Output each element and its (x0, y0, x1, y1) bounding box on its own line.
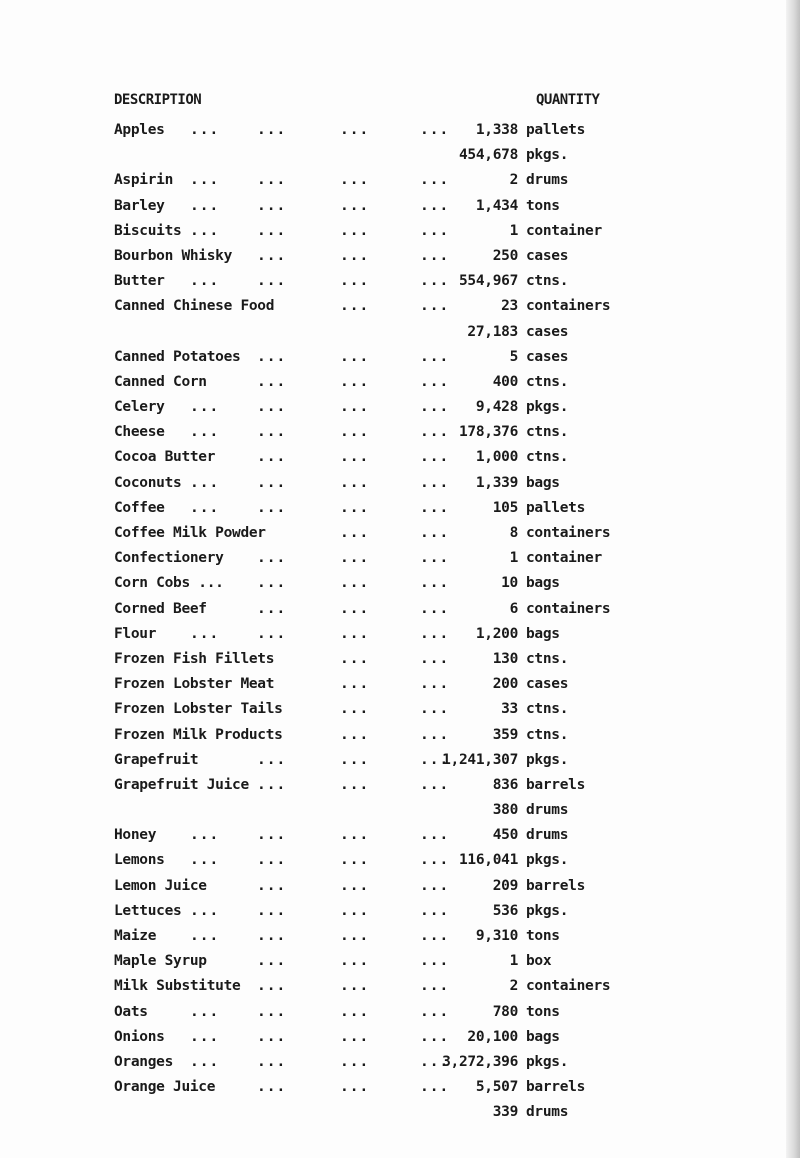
quantity-unit: ctns. (526, 273, 569, 290)
quantity-number: 780 (492, 1003, 518, 1020)
quantity-number: 339 (492, 1104, 518, 1121)
quantity-unit: tons (526, 928, 560, 944)
leader-dots: ... (340, 953, 370, 970)
quantity-unit: container (526, 550, 602, 567)
leader-dots: ... (257, 776, 287, 793)
leader-dots: ... (340, 424, 370, 441)
leader-dots: ... (257, 1028, 287, 1045)
table-row (0, 424, 800, 449)
quantity-unit: pkgs. (526, 852, 569, 869)
quantity-unit: drums (526, 172, 569, 189)
leader-dots: ... (420, 348, 450, 365)
quantity-unit: ctns. (526, 449, 569, 466)
table-row (0, 475, 800, 500)
leader-dots: ... (340, 852, 370, 869)
quantity-number: 1,338 (475, 122, 518, 138)
quantity-unit: ctns. (526, 424, 569, 441)
quantity-number: 1,241,307 (442, 751, 518, 768)
leader-dots: ... (340, 399, 370, 416)
table-row (0, 676, 800, 701)
item-description: Oats (114, 1003, 148, 1020)
item-description: Coffee (114, 499, 165, 516)
leader-dots: ... (340, 575, 370, 592)
leader-dots: ... (257, 550, 287, 567)
leader-dots: ... (257, 852, 287, 869)
quantity-number: 23 (501, 298, 518, 315)
leader-dots: ... (257, 197, 287, 214)
leader-dots: ... (190, 1053, 220, 1070)
table-row (0, 727, 800, 752)
quantity-unit: pkgs. (526, 1053, 569, 1070)
leader-dots: ... (190, 273, 220, 290)
leader-dots: ... (190, 1003, 220, 1020)
leader-dots: ... (420, 575, 450, 592)
quantity-unit: pkgs. (526, 751, 569, 768)
item-description: Honey (114, 827, 157, 844)
leader-dots: ... (257, 122, 287, 138)
quantity-unit: bags (526, 1028, 560, 1045)
quantity-unit: drums (526, 827, 569, 844)
leader-dots: ... (340, 625, 370, 642)
leader-dots: ... (190, 625, 220, 642)
leader-dots: ... (340, 247, 370, 264)
leader-dots: ... (420, 525, 450, 541)
table-row (0, 198, 800, 223)
leader-dots: ... (340, 650, 370, 667)
item-description: Grapefruit (114, 751, 199, 768)
table-row (0, 852, 800, 877)
description-column-header: DESCRIPTION (114, 92, 202, 108)
leader-dots: ... (340, 273, 370, 290)
leader-dots: ... (340, 827, 370, 844)
leader-dots: ... (190, 424, 220, 441)
leader-dots: ... (257, 172, 287, 189)
item-description: Orange Juice (114, 1079, 216, 1096)
leader-dots: ... (420, 399, 450, 416)
leader-dots: ... (190, 474, 220, 491)
leader-dots: ... (420, 197, 450, 214)
leader-dots: ... (257, 953, 287, 970)
leader-dots: ... (190, 222, 220, 239)
leader-dots: ... (257, 1003, 287, 1020)
quantity-unit: containers (526, 600, 611, 617)
quantity-unit: pkgs. (526, 399, 569, 416)
item-description: Flour (114, 625, 157, 642)
item-description: Cheese (114, 424, 165, 441)
table-row (0, 525, 800, 550)
commodity-list (0, 122, 800, 1130)
leader-dots: ... (190, 928, 220, 944)
leader-dots: ... (420, 676, 450, 693)
leader-dots: ... (340, 877, 370, 894)
item-description: Corn Cobs ... (114, 575, 224, 592)
leader-dots: ... (420, 600, 450, 617)
quantity-number: 178,376 (458, 424, 518, 441)
leader-dots: ... (257, 600, 287, 617)
item-description: Lemons (114, 852, 165, 869)
item-description: Coconuts (114, 474, 182, 491)
leader-dots: ... (420, 298, 450, 315)
item-description: Confectionery (114, 550, 224, 567)
quantity-number: 1 (509, 222, 518, 239)
table-row (0, 953, 800, 978)
item-description: Coffee Milk Powder (114, 525, 266, 541)
quantity-number: 2 (509, 172, 518, 189)
leader-dots: ... (340, 298, 370, 315)
leader-dots: ... (420, 625, 450, 642)
leader-dots: ... (340, 1003, 370, 1020)
item-description: Canned Corn (114, 373, 207, 390)
table-row (0, 802, 800, 827)
leader-dots: ... (257, 625, 287, 642)
quantity-number: 1 (509, 550, 518, 567)
quantity-unit: bags (526, 474, 560, 491)
table-row (0, 147, 800, 172)
quantity-unit: bags (526, 575, 560, 592)
quantity-unit: cases (526, 348, 569, 365)
leader-dots: ... (420, 1079, 450, 1096)
quantity-number: 1 (509, 953, 518, 970)
leader-dots: ... (190, 172, 220, 189)
quantity-column-header: QUANTITY (536, 92, 600, 108)
leader-dots: ... (257, 575, 287, 592)
leader-dots: ... (420, 1028, 450, 1045)
quantity-number: 33 (501, 701, 518, 718)
leader-dots: ... (340, 449, 370, 466)
leader-dots: ... (420, 222, 450, 239)
quantity-number: 554,967 (458, 273, 518, 290)
leader-dots: ... (257, 902, 287, 919)
item-description: Maize (114, 928, 157, 944)
leader-dots: ... (340, 776, 370, 793)
leader-dots: ... (257, 348, 287, 365)
quantity-unit: cases (526, 323, 569, 340)
leader-dots: ... (340, 373, 370, 390)
quantity-number: 130 (492, 650, 518, 667)
quantity-number: 5,507 (475, 1079, 518, 1096)
leader-dots: ... (190, 827, 220, 844)
leader-dots: ... (420, 751, 450, 768)
item-description: Cocoa Butter (114, 449, 216, 466)
quantity-unit: containers (526, 298, 611, 315)
quantity-number: 3,272,396 (442, 1053, 518, 1070)
table-row (0, 601, 800, 626)
leader-dots: ... (420, 776, 450, 793)
item-description: Maple Syrup (114, 953, 207, 970)
item-description: Frozen Lobster Meat (114, 676, 275, 693)
leader-dots: ... (340, 902, 370, 919)
quantity-unit: drums (526, 802, 569, 819)
table-row (0, 1104, 800, 1129)
table-row (0, 626, 800, 651)
table-row (0, 575, 800, 600)
leader-dots: ... (420, 474, 450, 491)
quantity-number: 1,434 (475, 197, 518, 214)
item-description: Barley (114, 197, 165, 214)
quantity-unit: ctns. (526, 373, 569, 390)
table-row (0, 1079, 800, 1104)
leader-dots: ... (340, 348, 370, 365)
quantity-unit: ctns. (526, 726, 569, 743)
item-description: Canned Chinese Food (114, 298, 275, 315)
leader-dots: ... (420, 273, 450, 290)
table-row (0, 273, 800, 298)
quantity-unit: ctns. (526, 701, 569, 718)
leader-dots: ... (190, 499, 220, 516)
table-row (0, 928, 800, 953)
table-row (0, 550, 800, 575)
quantity-number: 209 (492, 877, 518, 894)
table-row (0, 1054, 800, 1079)
item-description: Biscuits (114, 222, 182, 239)
quantity-number: 400 (492, 373, 518, 390)
quantity-number: 9,310 (475, 928, 518, 944)
leader-dots: ... (340, 1079, 370, 1096)
item-description: Milk Substitute (114, 978, 241, 995)
quantity-unit: barrels (526, 1079, 586, 1096)
leader-dots: ... (257, 827, 287, 844)
leader-dots: ... (190, 122, 220, 138)
leader-dots: ... (257, 1053, 287, 1070)
quantity-number: 2 (509, 978, 518, 995)
leader-dots: ... (257, 978, 287, 995)
table-row (0, 248, 800, 273)
quantity-number: 536 (492, 902, 518, 919)
quantity-unit: barrels (526, 776, 586, 793)
table-row (0, 172, 800, 197)
leader-dots: ... (420, 650, 450, 667)
leader-dots: ... (420, 726, 450, 743)
leader-dots: ... (257, 273, 287, 290)
leader-dots: ... (340, 1028, 370, 1045)
leader-dots: ... (420, 449, 450, 466)
leader-dots: ... (340, 122, 370, 138)
quantity-unit: box (526, 953, 552, 970)
quantity-unit: pkgs. (526, 902, 569, 919)
leader-dots: ... (340, 701, 370, 718)
leader-dots: ... (340, 222, 370, 239)
table-row (0, 374, 800, 399)
table-row (0, 752, 800, 777)
leader-dots: ... (340, 525, 370, 541)
quantity-unit: containers (526, 978, 611, 995)
leader-dots: ... (257, 877, 287, 894)
item-description: Frozen Lobster Tails (114, 701, 283, 718)
leader-dots: ... (420, 122, 450, 138)
quantity-unit: pallets (526, 499, 586, 516)
leader-dots: ... (257, 928, 287, 944)
table-row (0, 878, 800, 903)
table-row (0, 701, 800, 726)
leader-dots: ... (420, 928, 450, 944)
leader-dots: ... (257, 247, 287, 264)
quantity-unit: barrels (526, 877, 586, 894)
item-description: Bourbon Whisky (114, 247, 233, 264)
leader-dots: ... (420, 424, 450, 441)
leader-dots: ... (420, 877, 450, 894)
table-row (0, 324, 800, 349)
quantity-number: 250 (492, 247, 518, 264)
leader-dots: ... (340, 550, 370, 567)
quantity-unit: drums (526, 1104, 569, 1121)
table-row (0, 122, 800, 147)
quantity-number: 454,678 (458, 147, 518, 164)
table-row (0, 1029, 800, 1054)
table-header (0, 92, 800, 112)
leader-dots: ... (340, 726, 370, 743)
leader-dots: ... (340, 751, 370, 768)
table-row (0, 449, 800, 474)
leader-dots: ... (257, 449, 287, 466)
quantity-number: 200 (492, 676, 518, 693)
table-row (0, 651, 800, 676)
quantity-number: 9,428 (475, 399, 518, 416)
leader-dots: ... (257, 751, 287, 768)
item-description: Apples (114, 122, 165, 138)
leader-dots: ... (257, 222, 287, 239)
leader-dots: ... (420, 1053, 450, 1070)
leader-dots: ... (420, 902, 450, 919)
item-description: Grapefruit Juice (114, 776, 249, 793)
quantity-unit: ctns. (526, 650, 569, 667)
quantity-number: 450 (492, 827, 518, 844)
table-row (0, 777, 800, 802)
quantity-unit: tons (526, 197, 560, 214)
leader-dots: ... (340, 474, 370, 491)
leader-dots: ... (420, 978, 450, 995)
leader-dots: ... (340, 928, 370, 944)
quantity-number: 6 (509, 600, 518, 617)
leader-dots: ... (190, 197, 220, 214)
table-row (0, 349, 800, 374)
leader-dots: ... (340, 676, 370, 693)
leader-dots: ... (340, 499, 370, 516)
quantity-number: 836 (492, 776, 518, 793)
leader-dots: ... (340, 600, 370, 617)
quantity-number: 1,200 (475, 625, 518, 642)
leader-dots: ... (420, 550, 450, 567)
table-row (0, 223, 800, 248)
quantity-number: 27,183 (467, 323, 518, 340)
item-description: Aspirin (114, 172, 174, 189)
item-description: Butter (114, 273, 165, 290)
table-row (0, 978, 800, 1003)
quantity-number: 5 (509, 348, 518, 365)
leader-dots: ... (190, 1028, 220, 1045)
leader-dots: ... (340, 197, 370, 214)
table-row (0, 1004, 800, 1029)
leader-dots: ... (190, 852, 220, 869)
leader-dots: ... (420, 701, 450, 718)
leader-dots: ... (190, 399, 220, 416)
table-row (0, 903, 800, 928)
quantity-unit: containers (526, 525, 611, 541)
quantity-unit: container (526, 222, 602, 239)
leader-dots: ... (257, 424, 287, 441)
leader-dots: ... (340, 978, 370, 995)
item-description: Frozen Fish Fillets (114, 650, 275, 667)
table-row (0, 827, 800, 852)
leader-dots: ... (340, 1053, 370, 1070)
quantity-number: 380 (492, 802, 518, 819)
quantity-unit: pkgs. (526, 147, 569, 164)
quantity-unit: cases (526, 676, 569, 693)
leader-dots: ... (420, 499, 450, 516)
leader-dots: ... (257, 499, 287, 516)
quantity-number: 1,000 (475, 449, 518, 466)
leader-dots: ... (257, 399, 287, 416)
quantity-number: 105 (492, 499, 518, 516)
quantity-number: 10 (501, 575, 518, 592)
leader-dots: ... (340, 172, 370, 189)
item-description: Corned Beef (114, 600, 207, 617)
quantity-number: 359 (492, 726, 518, 743)
leader-dots: ... (420, 373, 450, 390)
quantity-number: 116,041 (458, 852, 518, 869)
leader-dots: ... (420, 172, 450, 189)
quantity-number: 8 (509, 525, 518, 541)
item-description: Lemon Juice (114, 877, 207, 894)
item-description: Lettuces (114, 902, 182, 919)
leader-dots: ... (420, 247, 450, 264)
quantity-number: 1,339 (475, 474, 518, 491)
item-description: Onions (114, 1028, 165, 1045)
leader-dots: ... (420, 1003, 450, 1020)
leader-dots: ... (420, 953, 450, 970)
leader-dots: ... (420, 827, 450, 844)
item-description: Celery (114, 399, 165, 416)
item-description: Oranges (114, 1053, 174, 1070)
leader-dots: ... (257, 373, 287, 390)
quantity-unit: tons (526, 1003, 560, 1020)
leader-dots: ... (190, 902, 220, 919)
leader-dots: ... (257, 1079, 287, 1096)
table-row (0, 298, 800, 323)
leader-dots: ... (257, 474, 287, 491)
quantity-unit: pallets (526, 122, 586, 138)
table-row (0, 399, 800, 424)
quantity-number: 20,100 (467, 1028, 518, 1045)
item-description: Canned Potatoes (114, 348, 241, 365)
item-description: Frozen Milk Products (114, 726, 283, 743)
quantity-unit: bags (526, 625, 560, 642)
leader-dots: ... (420, 852, 450, 869)
table-row (0, 500, 800, 525)
quantity-unit: cases (526, 247, 569, 264)
